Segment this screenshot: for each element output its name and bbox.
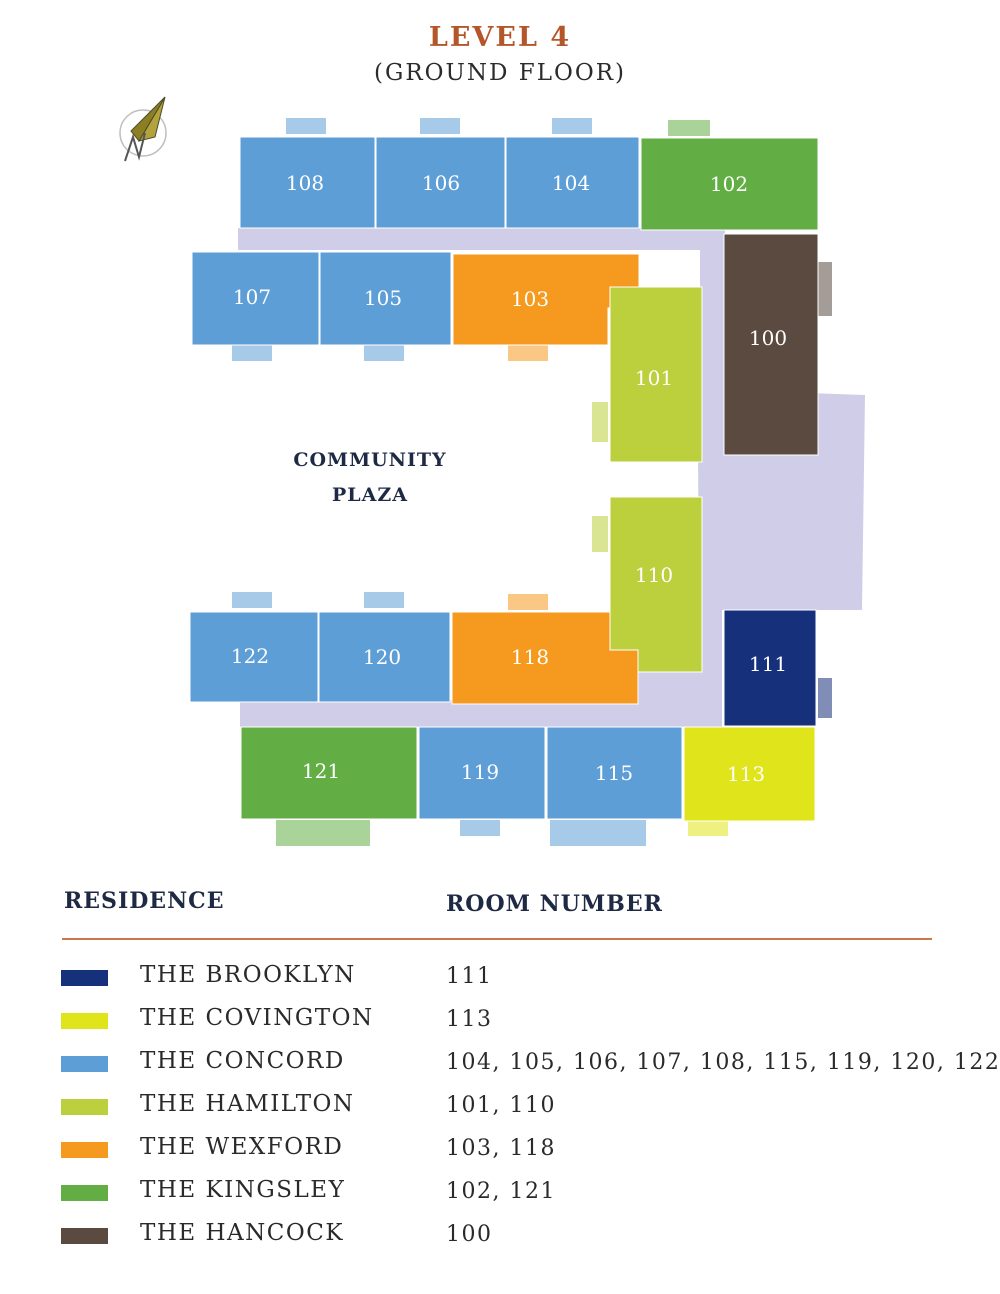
balcony-0 [286,118,326,134]
balcony-5 [364,345,404,361]
balcony-7 [818,262,832,316]
legend-row [0,962,1000,998]
unit-label-113: 113 [726,762,766,786]
legend-swatch-wexford [61,1142,108,1158]
legend-row [0,1005,1000,1041]
plaza-label-line2: PLAZA [332,484,408,506]
balcony-2 [552,118,592,134]
legend-room-numbers: 100 [446,1222,493,1247]
unit-label-108: 108 [285,171,325,195]
legend-row [0,1220,1000,1256]
legend-swatch-concord [61,1056,108,1072]
balcony-14 [276,820,370,846]
legend-divider [62,938,932,940]
room-number-header: ROOM NUMBER [446,891,663,917]
legend-residence-name: THE CONCORD [140,1048,345,1074]
north-arrow-icon [120,97,166,161]
unit-label-102: 102 [709,172,749,196]
balcony-15 [460,820,500,836]
legend-room-numbers: 102, 121 [446,1179,556,1204]
unit-label-105: 105 [363,286,403,310]
legend-row [0,1177,1000,1213]
balcony-4 [232,345,272,361]
corridor-4 [638,672,700,727]
legend-residence-name: THE HAMILTON [140,1091,355,1117]
unit-label-122: 122 [230,644,270,668]
legend-row [0,1048,1000,1084]
balcony-13 [818,678,832,718]
legend-residence-name: THE KINGSLEY [140,1177,346,1203]
unit-label-115: 115 [594,761,634,785]
legend-room-numbers: 101, 110 [446,1093,556,1118]
legend-room-numbers: 111 [446,964,493,989]
legend-swatch-hamilton [61,1099,108,1115]
balcony-17 [688,820,728,836]
legend-residence-name: THE BROOKLYN [140,962,356,988]
balcony-8 [592,402,608,442]
balcony-16 [550,820,646,846]
unit-label-101: 101 [634,366,674,390]
plaza-label-line1: COMMUNITY [293,449,447,471]
page-subtitle: (GROUND FLOOR) [373,60,626,86]
legend-row [0,1091,1000,1127]
residence-header: RESIDENCE [64,888,225,914]
balcony-11 [364,592,404,608]
legend-residence-name: THE COVINGTON [140,1005,374,1031]
balcony-1 [420,118,460,134]
legend-room-numbers: 113 [446,1007,493,1032]
unit-label-103: 103 [510,287,550,311]
unit-label-118: 118 [510,645,550,669]
legend-room-numbers: 104, 105, 106, 107, 108, 115, 119, 120, 122 [446,1050,1000,1075]
unit-label-111: 111 [748,652,788,676]
legend-swatch-brooklyn [61,970,108,986]
balcony-9 [592,516,608,552]
legend-residence-name: THE HANCOCK [140,1220,345,1246]
unit-label-104: 104 [551,171,591,195]
unit-label-107: 107 [232,285,272,309]
balcony-10 [232,592,272,608]
legend-swatch-hancock [61,1228,108,1244]
balcony-3 [668,120,710,136]
unit-label-121: 121 [301,759,341,783]
unit-label-119: 119 [460,760,500,784]
unit-label-100: 100 [748,326,788,350]
legend-swatch-kingsley [61,1185,108,1201]
legend-room-numbers: 103, 118 [446,1136,556,1161]
legend-swatch-covington [61,1013,108,1029]
page-title: LEVEL 4 [428,22,572,53]
legend-residence-name: THE WEXFORD [140,1134,344,1160]
unit-label-110: 110 [634,563,674,587]
unit-label-120: 120 [362,645,402,669]
unit-label-106: 106 [421,171,461,195]
balcony-6 [508,345,548,361]
legend-row [0,1134,1000,1170]
balcony-12 [508,594,548,610]
